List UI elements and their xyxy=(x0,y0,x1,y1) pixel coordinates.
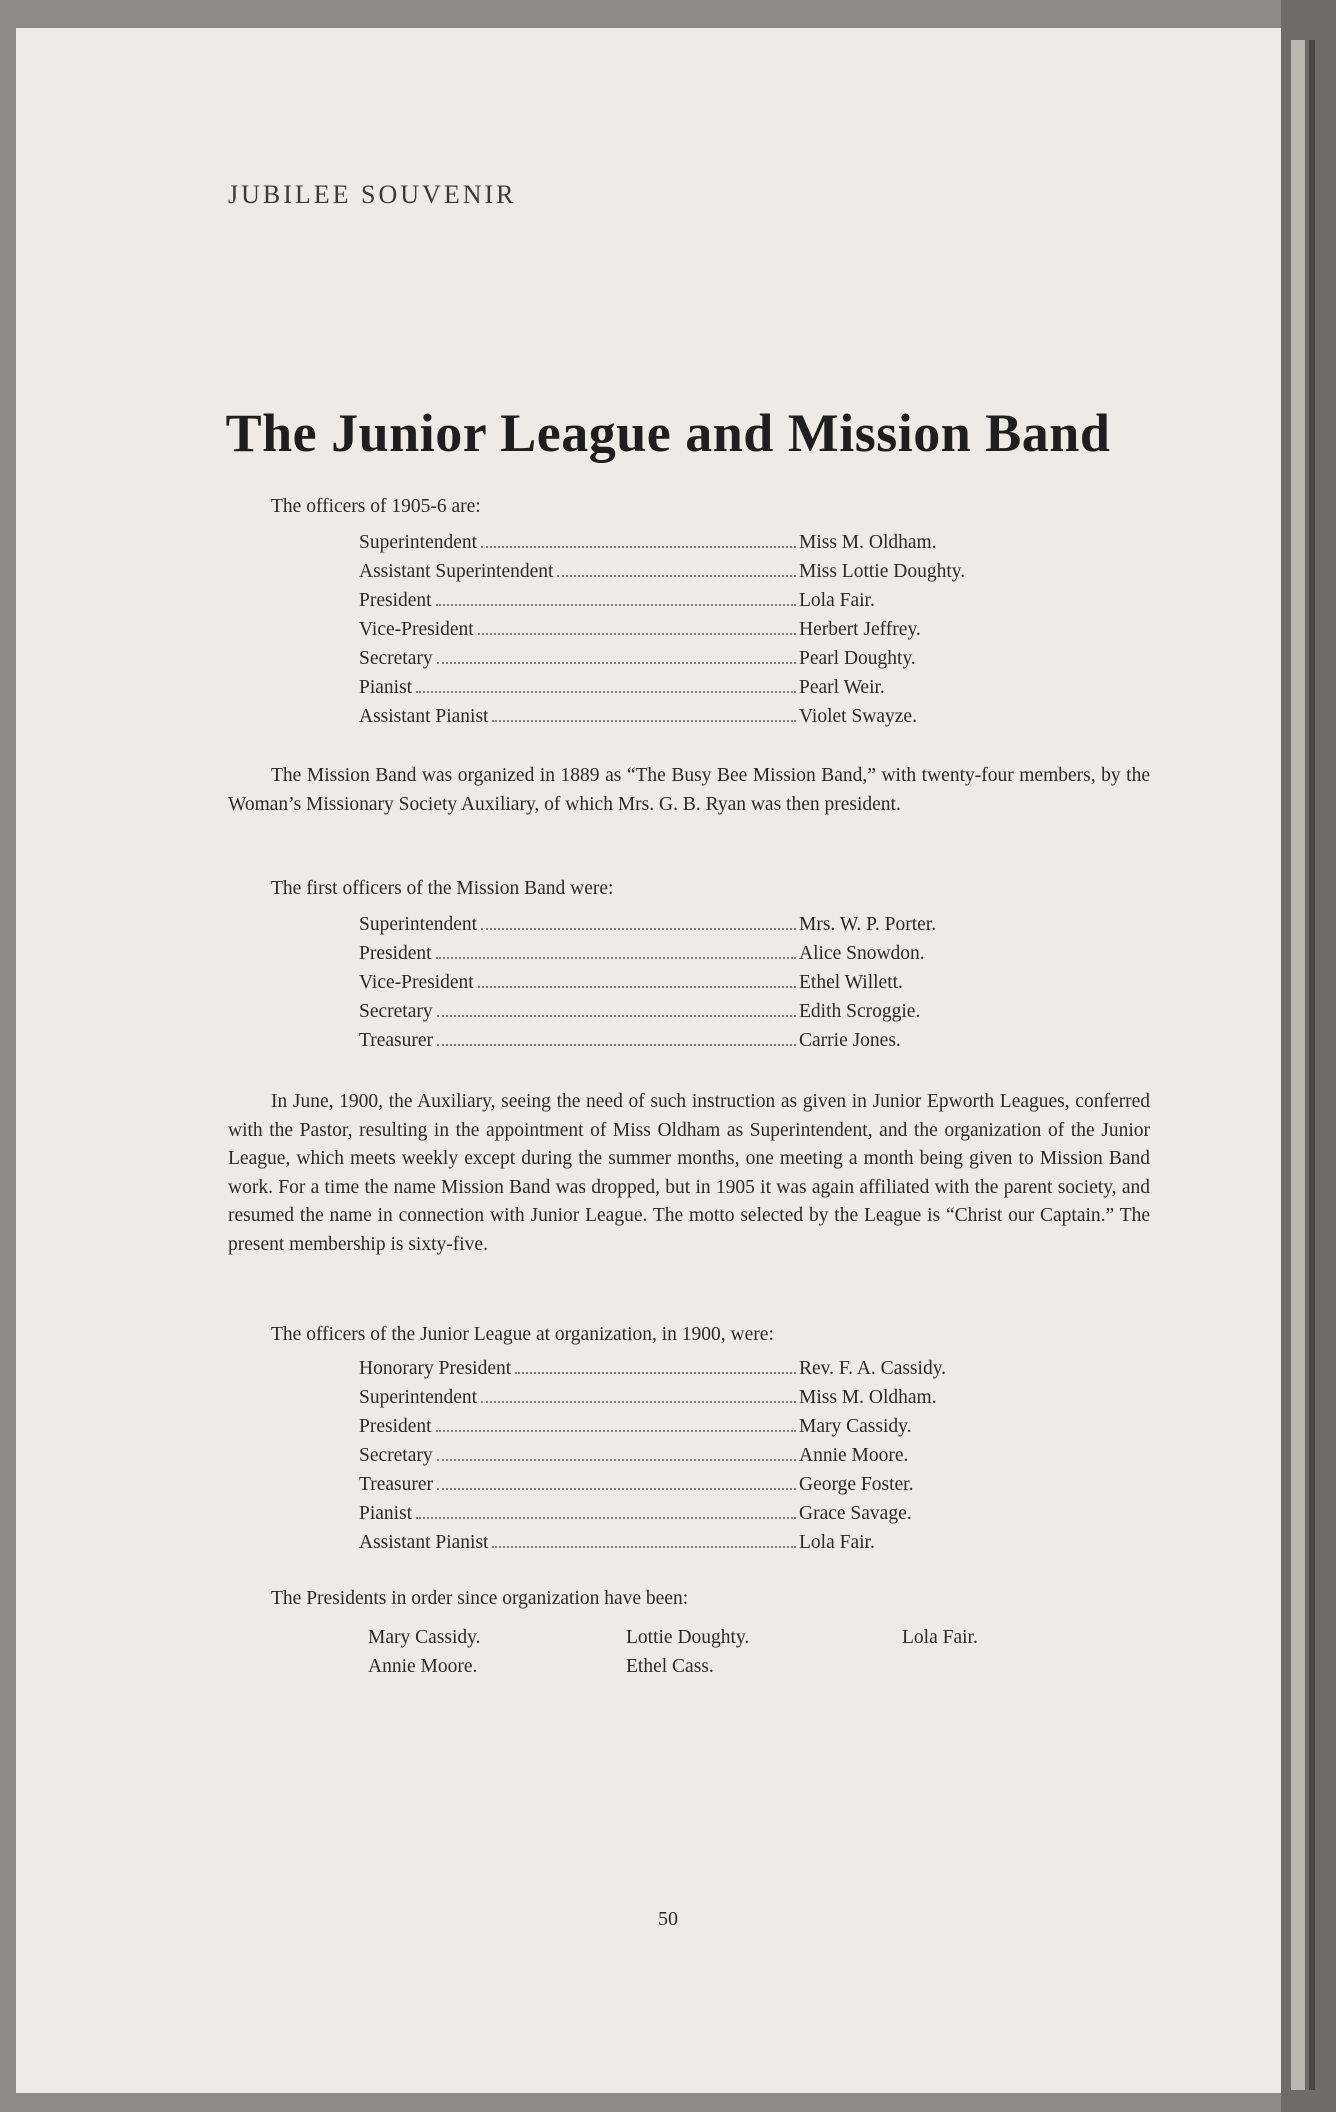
next-page-edge xyxy=(1291,40,1305,2090)
officer-row xyxy=(359,943,1039,972)
officer-row xyxy=(359,619,1039,648)
officer-role: Superintendent xyxy=(359,914,478,935)
officer-name: Ethel Willett. xyxy=(799,972,903,993)
officer-name: Mrs. W. P. Porter. xyxy=(799,914,937,935)
officer-name: Mary Cassidy. xyxy=(799,1416,912,1437)
officer-role: Vice-President xyxy=(359,972,474,993)
officer-row xyxy=(359,1474,1039,1503)
officer-name: Carrie Jones. xyxy=(799,1030,901,1051)
officers-1900-intro: The officers of the Junior League at organization, in 1900, were: xyxy=(271,1324,774,1345)
officer-role: Assistant Pianist xyxy=(359,706,489,727)
officer-row xyxy=(359,1358,1039,1387)
presidents-column-2 xyxy=(626,1624,749,1681)
officer-role: Assistant Pianist xyxy=(359,1532,489,1553)
officer-role: President xyxy=(359,590,432,611)
page-number: 50 xyxy=(658,1908,678,1930)
officer-row xyxy=(359,677,1039,706)
officer-row xyxy=(359,972,1039,1001)
first-officers-table xyxy=(359,914,1039,1059)
leader-dots xyxy=(478,633,796,635)
officers-1905-intro: The officers of 1905-6 are: xyxy=(271,496,481,517)
officer-row xyxy=(359,1503,1039,1532)
president-name: Lottie Doughty. xyxy=(626,1627,750,1648)
officer-row xyxy=(359,648,1039,677)
first-officers-intro: The first officers of the Mission Band were: xyxy=(271,878,614,899)
officer-role: Secretary xyxy=(359,1445,433,1466)
leader-dots xyxy=(437,1044,796,1046)
leader-dots xyxy=(492,1546,796,1548)
officer-row xyxy=(359,532,1039,561)
officer-role: Superintendent xyxy=(359,1387,478,1408)
officer-name: Miss M. Oldham. xyxy=(799,532,937,553)
leader-dots xyxy=(436,1430,796,1432)
officer-row xyxy=(359,590,1039,619)
presidents-column-3 xyxy=(902,1624,978,1653)
leader-dots xyxy=(481,928,796,930)
officer-name: Alice Snowdon. xyxy=(799,943,925,964)
leader-dots xyxy=(481,546,796,548)
leader-dots xyxy=(478,986,796,988)
officer-role: Assistant Superintendent xyxy=(359,561,554,582)
officer-name: Rev. F. A. Cassidy. xyxy=(799,1358,947,1379)
leader-dots xyxy=(481,1401,796,1403)
officer-row xyxy=(359,706,1039,735)
officer-name: Miss Lottie Doughty. xyxy=(799,561,966,582)
officer-name: Grace Savage. xyxy=(799,1503,912,1524)
officer-name: Lola Fair. xyxy=(799,590,875,611)
officer-name: Pearl Doughty. xyxy=(799,648,916,669)
officer-role: Vice-President xyxy=(359,619,474,640)
leader-dots xyxy=(436,604,796,606)
officer-name: Violet Swayze. xyxy=(799,706,917,727)
officer-name: Pearl Weir. xyxy=(799,677,885,698)
presidents-intro: The Presidents in order since organization have been: xyxy=(271,1588,689,1609)
page-edge xyxy=(1281,0,1336,2112)
leader-dots xyxy=(437,1488,796,1490)
officer-name: Herbert Jeffrey. xyxy=(799,619,921,640)
officer-role: Superintendent xyxy=(359,532,478,553)
leader-dots xyxy=(437,1459,796,1461)
officer-name: George Foster. xyxy=(799,1474,914,1495)
leader-dots xyxy=(416,1517,796,1519)
officer-row xyxy=(359,1445,1039,1474)
president-name: Ethel Cass. xyxy=(626,1655,714,1677)
officer-row xyxy=(359,1532,1039,1561)
president-name: Lola Fair. xyxy=(902,1627,978,1648)
officer-name: Annie Moore. xyxy=(799,1445,909,1466)
paragraph-mission-band-history: The Mission Band was organized in 1889 as “The Busy Bee Mission Band,” with twenty-four members, by the Woman’s Missionary Society Auxiliary, of which Mrs. G. B. Ryan was then president. xyxy=(228,765,1150,815)
officer-role: Secretary xyxy=(359,1001,433,1022)
officer-row xyxy=(359,1001,1039,1030)
officer-row xyxy=(359,561,1039,590)
leader-dots xyxy=(492,720,796,722)
officer-row xyxy=(359,914,1039,943)
officer-row xyxy=(359,1030,1039,1059)
binding-shadow xyxy=(1309,40,1315,2090)
leader-dots xyxy=(436,957,796,959)
officer-row xyxy=(359,1416,1039,1445)
officer-name: Edith Scroggie. xyxy=(799,1001,921,1022)
officer-role: Honorary President xyxy=(359,1358,512,1379)
leader-dots xyxy=(416,691,796,693)
officers-1900-table xyxy=(359,1358,1039,1561)
president-name: Annie Moore. xyxy=(368,1655,478,1677)
leader-dots xyxy=(515,1372,796,1374)
leader-dots xyxy=(437,1015,796,1017)
officer-role: President xyxy=(359,943,432,964)
running-header: JUBILEE SOUVENIR xyxy=(228,180,517,209)
officer-row xyxy=(359,1387,1039,1416)
officer-name: Lola Fair. xyxy=(799,1532,875,1553)
officers-1905-table xyxy=(359,532,1039,735)
officer-role: Pianist xyxy=(359,677,413,698)
officer-role: President xyxy=(359,1416,432,1437)
officer-name: Miss M. Oldham. xyxy=(799,1387,937,1408)
presidents-column-1 xyxy=(368,1624,480,1681)
page-title: The Junior League and Mission Band xyxy=(225,403,1111,463)
officer-role: Treasurer xyxy=(359,1030,434,1051)
officer-role: Secretary xyxy=(359,648,433,669)
book-page xyxy=(16,28,1281,2093)
leader-dots xyxy=(437,662,796,664)
president-name: Mary Cassidy. xyxy=(368,1627,481,1648)
officer-role: Pianist xyxy=(359,1503,413,1524)
leader-dots xyxy=(557,575,796,577)
paragraph-junior-league-history: In June, 1900, the Auxiliary, seeing the need of such instruction as given in Junior Epworth Leagues, conferred with the Pastor, resulting in the appointment of Miss Oldham as Superintendent, and the organization of the Junior League, which meets weekly except during the summer months, one meeting a month being given to Mission Band work. For a time the name Mission Band was dropped, but in 1905 it was again affiliated with the parent society, and resumed the name in connection with Junior League. The motto selected by the League is “Christ our Captain.” The present membership is sixty-five. xyxy=(228,1091,1150,1255)
officer-role: Treasurer xyxy=(359,1474,434,1495)
